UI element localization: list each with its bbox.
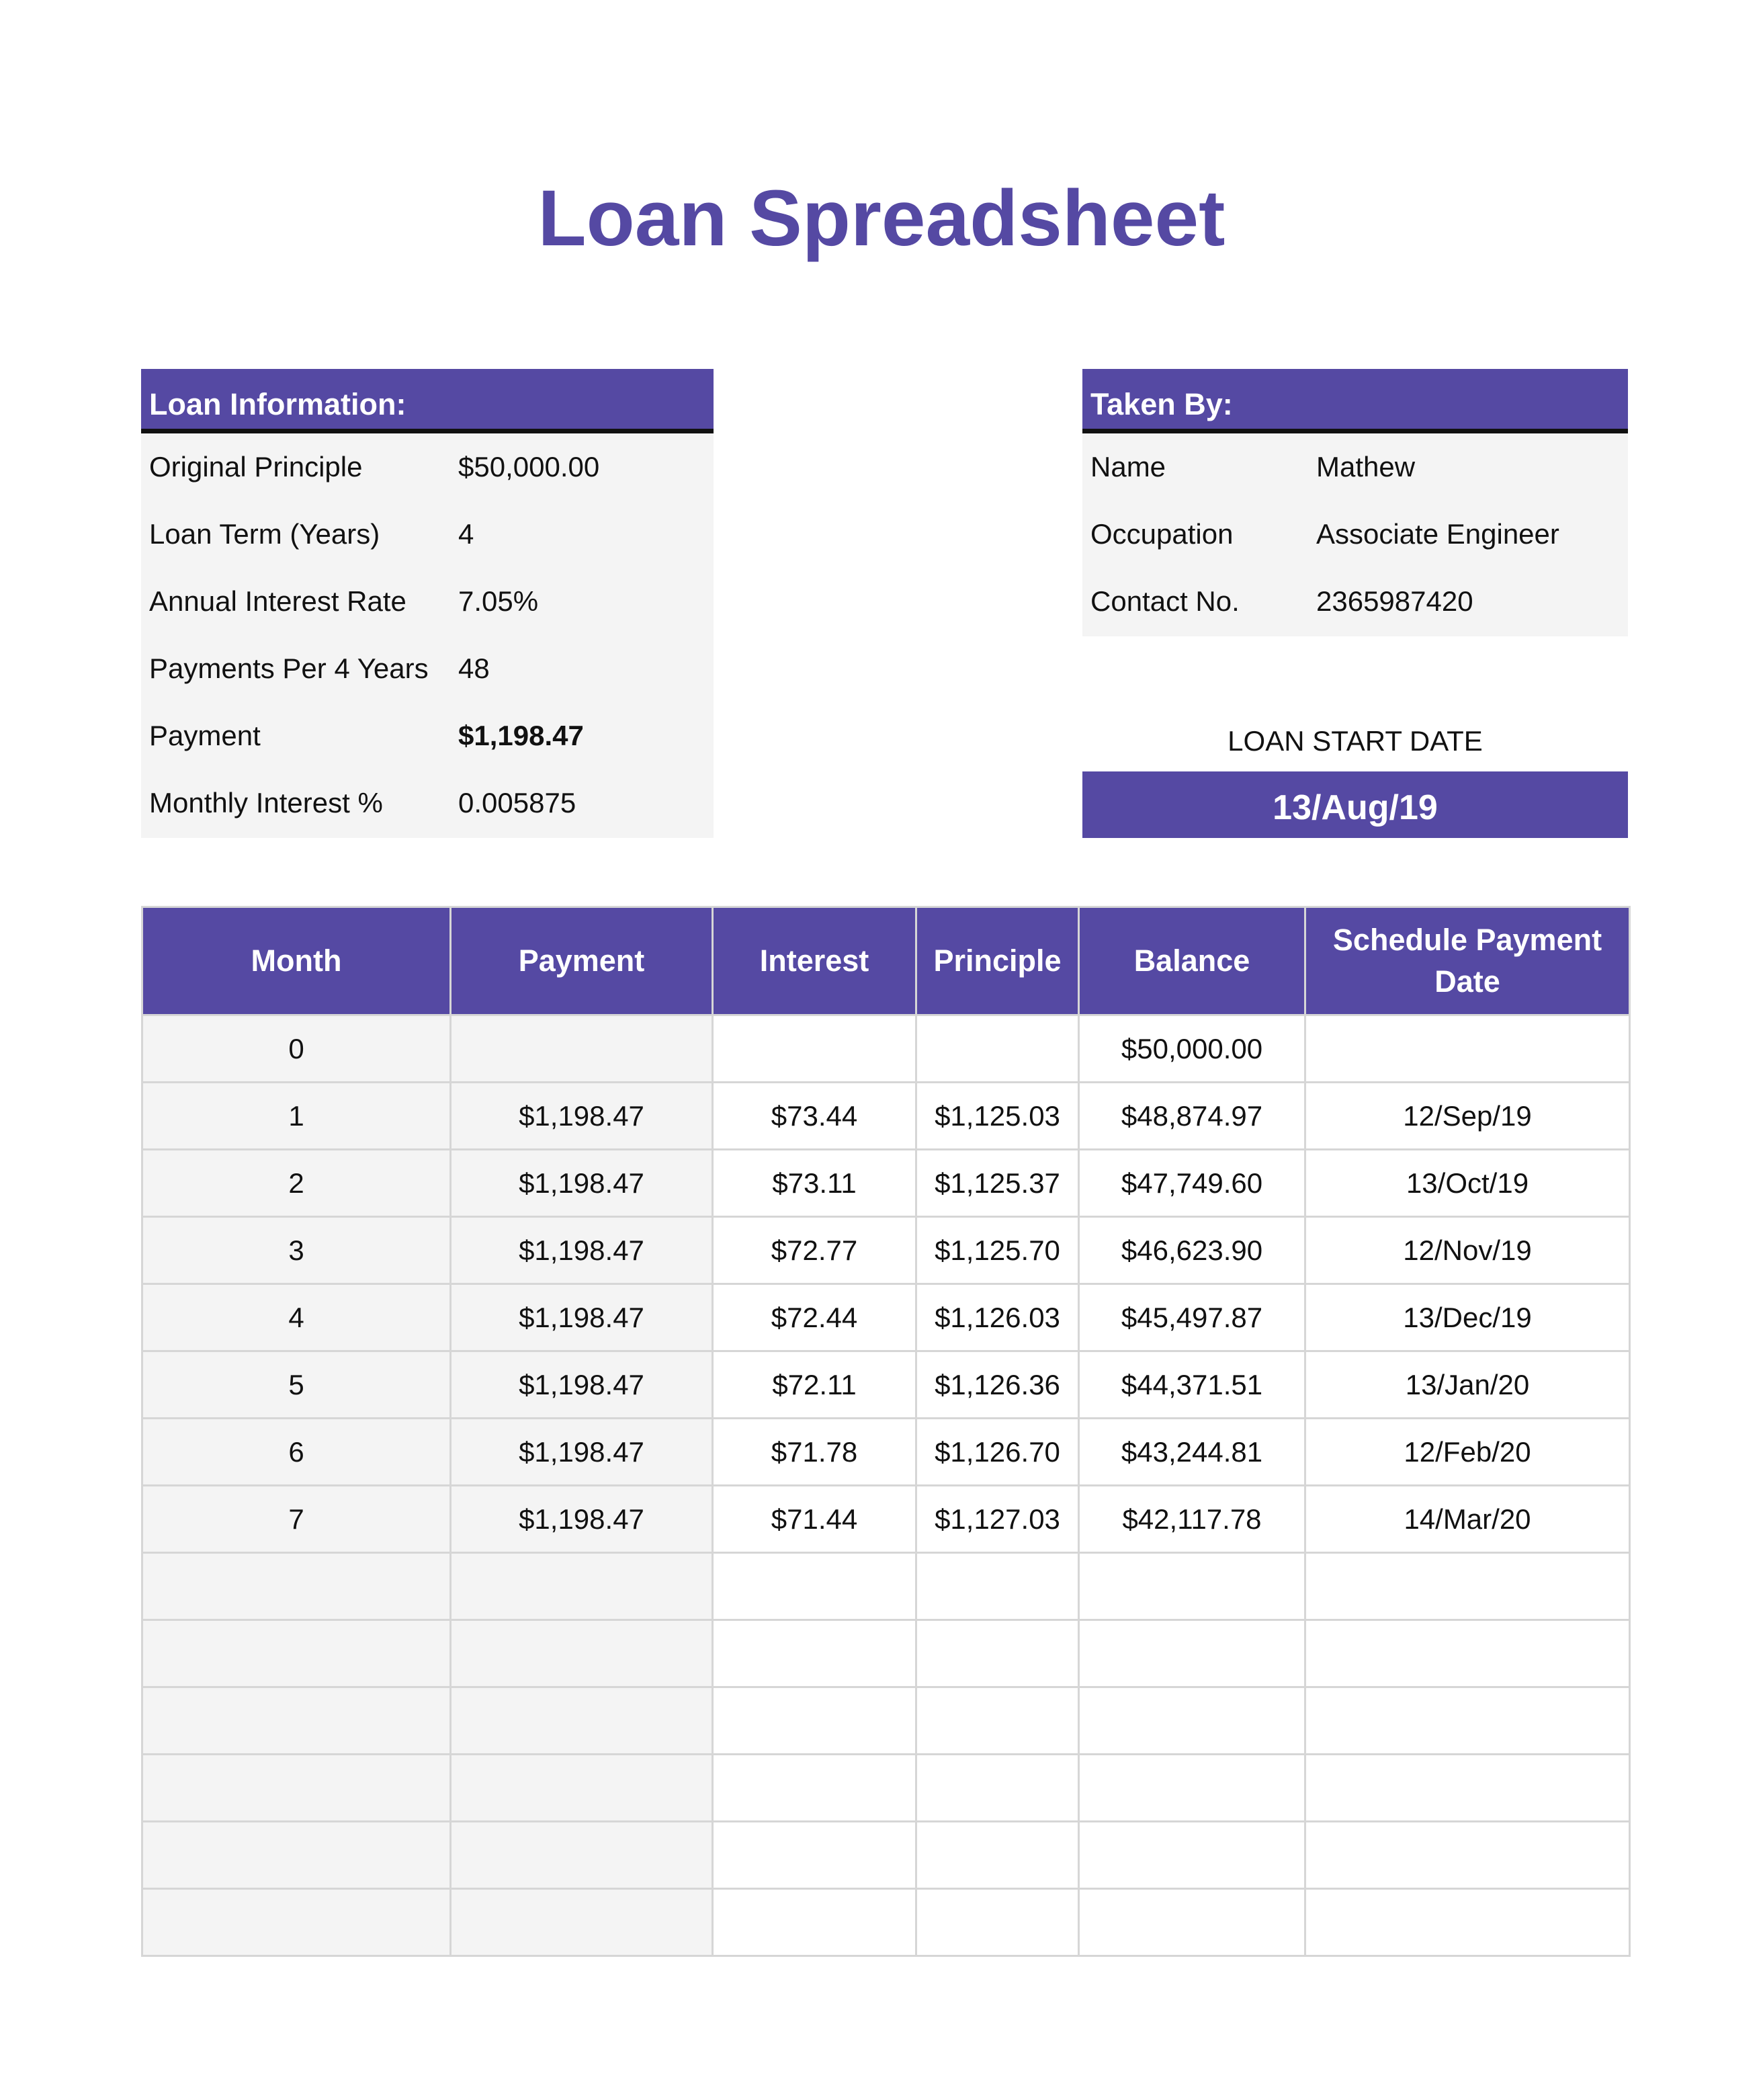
payment-cell[interactable]: $1,198.47 [451, 1217, 713, 1284]
month-cell[interactable] [142, 1687, 451, 1755]
month-cell[interactable] [142, 1889, 451, 1956]
balance-cell[interactable] [1079, 1620, 1305, 1687]
info-value: 48 [458, 653, 490, 684]
schedule-date-cell[interactable]: 13/Dec/19 [1305, 1284, 1630, 1351]
payment-cell[interactable] [451, 1620, 713, 1687]
table-row [142, 1486, 1630, 1553]
table-row [142, 1687, 1630, 1755]
table-row [142, 1217, 1630, 1284]
schedule-date-cell[interactable] [1305, 1687, 1630, 1755]
schedule-date-cell[interactable]: 13/Jan/20 [1305, 1351, 1630, 1419]
table-row [142, 1822, 1630, 1889]
table-header-row [142, 907, 1630, 1015]
month-cell[interactable]: 6 [142, 1419, 451, 1486]
interest-cell[interactable]: $73.44 [713, 1083, 916, 1150]
principle-cell[interactable]: $1,125.03 [916, 1083, 1079, 1150]
balance-cell[interactable]: $48,874.97 [1079, 1083, 1305, 1150]
month-cell[interactable]: 5 [142, 1351, 451, 1419]
schedule-date-cell[interactable]: 12/Nov/19 [1305, 1217, 1630, 1284]
taken-by-panel [1082, 369, 1628, 636]
principle-cell[interactable]: $1,126.03 [916, 1284, 1079, 1351]
month-cell[interactable] [142, 1822, 451, 1889]
table-row [142, 1620, 1630, 1687]
interest-cell[interactable]: $71.44 [713, 1486, 916, 1553]
schedule-body [142, 1015, 1630, 1956]
principle-cell[interactable]: $1,125.37 [916, 1150, 1079, 1217]
info-label: Original Principle [149, 451, 363, 482]
column-header-principle: Principle [916, 907, 1079, 1015]
payment-cell[interactable]: $1,198.47 [451, 1284, 713, 1351]
month-cell[interactable] [142, 1755, 451, 1822]
info-label: Monthly Interest % [149, 787, 383, 818]
principle-cell[interactable] [916, 1687, 1079, 1755]
payment-cell[interactable]: $1,198.47 [451, 1419, 713, 1486]
info-value: 2365987420 [1316, 585, 1473, 617]
principle-cell[interactable]: $1,127.03 [916, 1486, 1079, 1553]
monthly-interest-row [141, 769, 714, 837]
schedule-date-cell[interactable] [1305, 1755, 1630, 1822]
taken-by-header: Taken By: [1082, 369, 1628, 433]
schedule-date-cell[interactable] [1305, 1553, 1630, 1620]
balance-cell[interactable]: $44,371.51 [1079, 1351, 1305, 1419]
name-row [1082, 433, 1628, 501]
column-header-interest: Interest [713, 907, 916, 1015]
balance-cell[interactable] [1079, 1889, 1305, 1956]
balance-cell[interactable]: $50,000.00 [1079, 1015, 1305, 1083]
interest-cell[interactable] [713, 1889, 916, 1956]
payment-cell[interactable]: $1,198.47 [451, 1486, 713, 1553]
month-cell[interactable] [142, 1553, 451, 1620]
payments-count-row [141, 635, 714, 702]
principle-cell[interactable]: $1,125.70 [916, 1217, 1079, 1284]
month-cell[interactable]: 7 [142, 1486, 451, 1553]
balance-cell[interactable] [1079, 1553, 1305, 1620]
info-label: Payments Per 4 Years [149, 653, 429, 684]
schedule-date-cell[interactable] [1305, 1889, 1630, 1956]
month-cell[interactable]: 0 [142, 1015, 451, 1083]
balance-cell[interactable] [1079, 1755, 1305, 1822]
principle-cell[interactable] [916, 1822, 1079, 1889]
interest-cell[interactable]: $72.77 [713, 1217, 916, 1284]
loan-start-date-label: LOAN START DATE [1228, 725, 1483, 757]
balance-cell[interactable] [1079, 1822, 1305, 1889]
payment-cell[interactable]: $1,198.47 [451, 1351, 713, 1419]
table-row [142, 1419, 1630, 1486]
schedule-date-cell[interactable] [1305, 1620, 1630, 1687]
info-label: Occupation [1090, 518, 1234, 550]
table-row [142, 1755, 1630, 1822]
interest-cell[interactable]: $72.11 [713, 1351, 916, 1419]
interest-cell[interactable] [713, 1822, 916, 1889]
month-cell[interactable]: 3 [142, 1217, 451, 1284]
interest-cell[interactable] [713, 1687, 916, 1755]
payment-cell[interactable] [451, 1687, 713, 1755]
month-cell[interactable]: 1 [142, 1083, 451, 1150]
principle-cell[interactable] [916, 1620, 1079, 1687]
interest-cell[interactable] [713, 1015, 916, 1083]
interest-cell[interactable]: $73.11 [713, 1150, 916, 1217]
column-header-month: Month [142, 907, 451, 1015]
interest-cell[interactable] [713, 1553, 916, 1620]
table-row [142, 1083, 1630, 1150]
column-header-schedule-date: Schedule Payment Date [1305, 907, 1630, 1015]
payment-cell[interactable] [451, 1755, 713, 1822]
interest-cell[interactable]: $72.44 [713, 1284, 916, 1351]
loan-term-row [141, 501, 714, 568]
original-principle-row [141, 433, 714, 501]
balance-cell[interactable]: $43,244.81 [1079, 1419, 1305, 1486]
contact-row [1082, 568, 1628, 635]
loan-information-header: Loan Information: [141, 369, 714, 433]
payment-cell[interactable]: $1,198.47 [451, 1083, 713, 1150]
month-cell[interactable]: 4 [142, 1284, 451, 1351]
balance-cell[interactable] [1079, 1687, 1305, 1755]
principle-cell[interactable] [916, 1553, 1079, 1620]
payment-schedule-table [141, 906, 1631, 1957]
page-title: Loan Spreadsheet [538, 174, 1226, 263]
schedule-date-cell[interactable]: 13/Oct/19 [1305, 1150, 1630, 1217]
schedule-date-cell[interactable] [1305, 1015, 1630, 1083]
payment-cell[interactable] [451, 1822, 713, 1889]
info-value: Mathew [1316, 451, 1416, 482]
interest-cell[interactable] [713, 1620, 916, 1687]
info-label: Loan Term (Years) [149, 518, 380, 550]
schedule-date-cell[interactable]: 12/Feb/20 [1305, 1419, 1630, 1486]
info-value: $1,198.47 [458, 720, 584, 751]
month-cell[interactable]: 2 [142, 1150, 451, 1217]
payment-row [141, 702, 714, 769]
info-value: $50,000.00 [458, 451, 600, 482]
table-row [142, 1284, 1630, 1351]
balance-cell[interactable]: $42,117.78 [1079, 1486, 1305, 1553]
month-cell[interactable] [142, 1620, 451, 1687]
info-value: 7.05% [458, 585, 539, 617]
principle-cell[interactable] [916, 1889, 1079, 1956]
schedule-date-cell[interactable]: 12/Sep/19 [1305, 1083, 1630, 1150]
payment-cell[interactable] [451, 1015, 713, 1083]
payment-cell[interactable] [451, 1553, 713, 1620]
table-row [142, 1150, 1630, 1217]
payment-cell[interactable] [451, 1889, 713, 1956]
balance-cell[interactable]: $47,749.60 [1079, 1150, 1305, 1217]
info-label: Annual Interest Rate [149, 585, 406, 617]
table-row [142, 1553, 1630, 1620]
info-label: Contact No. [1090, 585, 1240, 617]
annual-interest-rate-row [141, 568, 714, 635]
info-value: Associate Engineer [1316, 518, 1559, 550]
occupation-row [1082, 501, 1628, 568]
balance-cell[interactable]: $46,623.90 [1079, 1217, 1305, 1284]
table-row [142, 1015, 1630, 1083]
interest-cell[interactable]: $71.78 [713, 1419, 916, 1486]
loan-start-date-value: 13/Aug/19 [1082, 771, 1628, 838]
schedule-date-cell[interactable]: 14/Mar/20 [1305, 1486, 1630, 1553]
principle-cell[interactable]: $1,126.36 [916, 1351, 1079, 1419]
table-row [142, 1889, 1630, 1956]
info-label: Name [1090, 451, 1166, 482]
payment-cell[interactable]: $1,198.47 [451, 1150, 713, 1217]
schedule-date-cell[interactable] [1305, 1822, 1630, 1889]
balance-cell[interactable]: $45,497.87 [1079, 1284, 1305, 1351]
info-value: 4 [458, 518, 474, 550]
principle-cell[interactable] [916, 1755, 1079, 1822]
loan-information-panel [141, 369, 714, 838]
table-row [142, 1351, 1630, 1419]
principle-cell[interactable] [916, 1015, 1079, 1083]
column-header-balance: Balance [1079, 907, 1305, 1015]
interest-cell[interactable] [713, 1755, 916, 1822]
principle-cell[interactable]: $1,126.70 [916, 1419, 1079, 1486]
info-value: 0.005875 [458, 787, 576, 818]
column-header-payment: Payment [451, 907, 713, 1015]
info-label: Payment [149, 720, 261, 751]
